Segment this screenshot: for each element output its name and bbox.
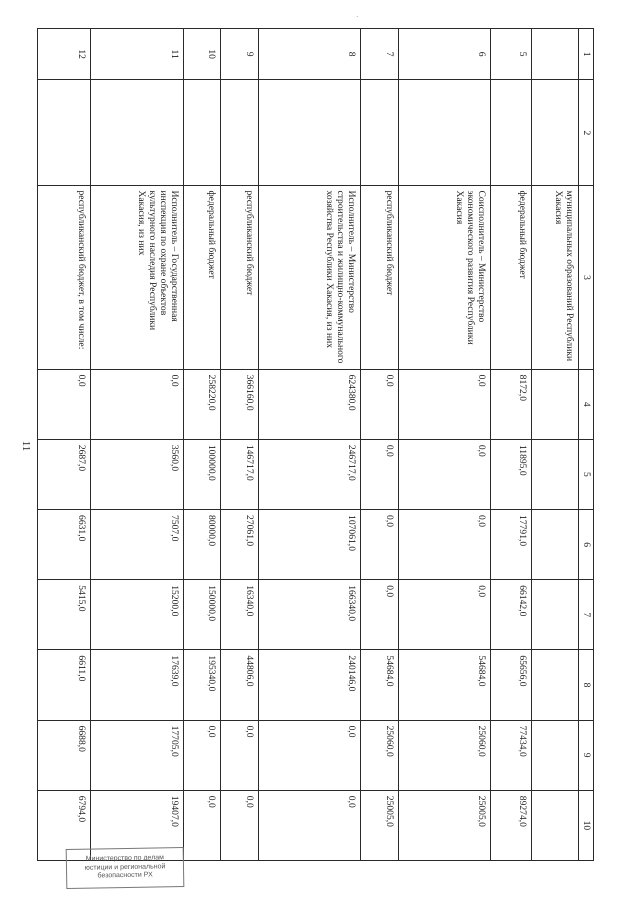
table-cell: 0,0 bbox=[221, 790, 259, 860]
stamp-line: юстиции и региональной bbox=[84, 863, 166, 872]
table-cell: 150000,0 bbox=[184, 580, 221, 650]
header-cell: 10 bbox=[579, 790, 594, 860]
stamp-line: безопасности РХ bbox=[97, 871, 153, 880]
table-cell: 100000,0 bbox=[184, 439, 221, 509]
table-cell: 27061,0 bbox=[221, 510, 259, 580]
table-cell bbox=[532, 369, 579, 439]
header-cell: 9 bbox=[579, 720, 594, 790]
table-cell: муниципальных образований Республики Хакасия bbox=[532, 186, 579, 369]
table-cell: 25060,0 bbox=[399, 720, 491, 790]
scan-speck: · bbox=[356, 13, 359, 21]
header-cell: 3 bbox=[579, 186, 594, 369]
table-cell: 6794,0 bbox=[38, 790, 91, 860]
table-cell: федеральный бюджет bbox=[491, 186, 532, 369]
table-cell: 166340,0 bbox=[259, 580, 361, 650]
table-cell: 25005,0 bbox=[361, 790, 399, 860]
table-cell: 5415,0 bbox=[38, 580, 91, 650]
table-cell bbox=[532, 790, 579, 860]
table-cell: 258220,0 bbox=[184, 369, 221, 439]
table-cell: 0,0 bbox=[259, 790, 361, 860]
table-cell bbox=[532, 439, 579, 509]
table-cell: 0,0 bbox=[361, 510, 399, 580]
header-cell: 2 bbox=[579, 80, 594, 186]
table-cell: республиканский бюджет, в том числе: bbox=[38, 186, 91, 369]
table-cell: Соисполнитель – Министерство экономического развития Республики Хакасия bbox=[399, 186, 491, 369]
table-cell: 17791,0 bbox=[491, 510, 532, 580]
table-cell: 9 bbox=[221, 29, 259, 80]
table-cell bbox=[532, 80, 579, 186]
table-cell: 8172,0 bbox=[491, 369, 532, 439]
table-cell: 54684,0 bbox=[399, 650, 491, 720]
table-cell: 0,0 bbox=[361, 439, 399, 509]
table-cell: 17639,0 bbox=[91, 650, 184, 720]
rotated-table-area bbox=[76, 28, 594, 861]
table-cell: 0,0 bbox=[91, 369, 184, 439]
table-cell: 6 bbox=[399, 29, 491, 80]
table-cell: 89274,0 bbox=[491, 790, 532, 860]
table-cell bbox=[38, 80, 91, 186]
table-cell: 80000,0 bbox=[184, 510, 221, 580]
table-cell: 11895,0 bbox=[491, 439, 532, 509]
table-cell bbox=[532, 29, 579, 80]
table-row bbox=[532, 29, 579, 861]
table-cell: 0,0 bbox=[38, 369, 91, 439]
table-row bbox=[361, 29, 399, 861]
table-cell bbox=[491, 80, 532, 186]
table-cell: 146717,0 bbox=[221, 439, 259, 509]
header-cell: 1 bbox=[579, 29, 594, 80]
table-cell: 0,0 bbox=[399, 369, 491, 439]
table-row bbox=[259, 29, 361, 861]
table-cell bbox=[532, 580, 579, 650]
budget-table bbox=[37, 28, 594, 861]
header-cell: 8 bbox=[579, 650, 594, 720]
table-cell: 5 bbox=[491, 29, 532, 80]
table-cell: 195340,0 bbox=[184, 650, 221, 720]
table-cell: 2687,0 bbox=[38, 439, 91, 509]
table-cell: 44806,0 bbox=[221, 650, 259, 720]
table-cell bbox=[361, 80, 399, 186]
table-cell: 25060,0 bbox=[361, 720, 399, 790]
table-cell: 25005,0 bbox=[399, 790, 491, 860]
header-cell: 6 bbox=[579, 510, 594, 580]
table-cell: Исполнитель – Министерство строительства и жилищно-коммунального хозяйства Республики Хакасия, из них bbox=[259, 186, 361, 369]
table-cell: 624380,0 bbox=[259, 369, 361, 439]
table-cell: 54684,0 bbox=[361, 650, 399, 720]
table-cell: Исполнитель – Государственная инспекция по охране объектов культурного наследия Республики Хакасия, из них bbox=[91, 186, 184, 369]
header-cell: 5 bbox=[579, 439, 594, 509]
table-cell: 0,0 bbox=[184, 790, 221, 860]
table-cell bbox=[184, 80, 221, 186]
table-cell bbox=[532, 720, 579, 790]
table-row bbox=[91, 29, 184, 861]
rotated-table-frame bbox=[76, 28, 594, 861]
table-cell: 10 bbox=[184, 29, 221, 80]
table-cell: 77434,0 bbox=[491, 720, 532, 790]
table-cell: 6611,0 bbox=[38, 650, 91, 720]
table-cell: 8 bbox=[259, 29, 361, 80]
table-cell: 240146,0 bbox=[259, 650, 361, 720]
table-cell: 65656,0 bbox=[491, 650, 532, 720]
table-cell: 17705,0 bbox=[91, 720, 184, 790]
page-number: 11 bbox=[20, 440, 32, 452]
table-cell bbox=[532, 510, 579, 580]
table-cell bbox=[259, 80, 361, 186]
table-cell: 0,0 bbox=[259, 720, 361, 790]
table-cell: 0,0 bbox=[399, 439, 491, 509]
table-cell bbox=[221, 80, 259, 186]
table-cell: 246717,0 bbox=[259, 439, 361, 509]
table-cell: 107061,0 bbox=[259, 510, 361, 580]
table-cell: республиканский бюджет bbox=[221, 186, 259, 369]
table-cell: 6631,0 bbox=[38, 510, 91, 580]
stamp-line: Министерство по делам bbox=[85, 854, 165, 864]
table-cell: 366160,0 bbox=[221, 369, 259, 439]
table-row bbox=[38, 29, 91, 861]
table-cell: 16340,0 bbox=[221, 580, 259, 650]
table-cell: 19407,0 bbox=[91, 790, 184, 860]
header-cell: 4 bbox=[579, 369, 594, 439]
table-cell: 11 bbox=[91, 29, 184, 80]
table-cell: федеральный бюджет bbox=[184, 186, 221, 369]
table-cell bbox=[91, 80, 184, 186]
table-row bbox=[491, 29, 532, 861]
table-cell: 7 bbox=[361, 29, 399, 80]
table-cell bbox=[399, 80, 491, 186]
table-cell: 0,0 bbox=[361, 369, 399, 439]
table-cell: 7507,0 bbox=[91, 510, 184, 580]
registration-stamp bbox=[66, 847, 185, 889]
table-cell: 0,0 bbox=[399, 580, 491, 650]
table-cell: 12 bbox=[38, 29, 91, 80]
table-cell: 0,0 bbox=[221, 720, 259, 790]
table-cell: 15200,0 bbox=[91, 580, 184, 650]
table-cell bbox=[532, 650, 579, 720]
table-cell: 6688,0 bbox=[38, 720, 91, 790]
table-cell: республиканский бюджет bbox=[361, 186, 399, 369]
table-row bbox=[221, 29, 259, 861]
table-row bbox=[184, 29, 221, 861]
table-body bbox=[38, 29, 594, 861]
header-row bbox=[579, 29, 594, 861]
table-cell: 66142,0 bbox=[491, 580, 532, 650]
table-row bbox=[399, 29, 491, 861]
table-cell: 0,0 bbox=[399, 510, 491, 580]
header-cell: 7 bbox=[579, 580, 594, 650]
table-cell: 0,0 bbox=[184, 720, 221, 790]
table-cell: 3560,0 bbox=[91, 439, 184, 509]
table-cell: 0,0 bbox=[361, 580, 399, 650]
